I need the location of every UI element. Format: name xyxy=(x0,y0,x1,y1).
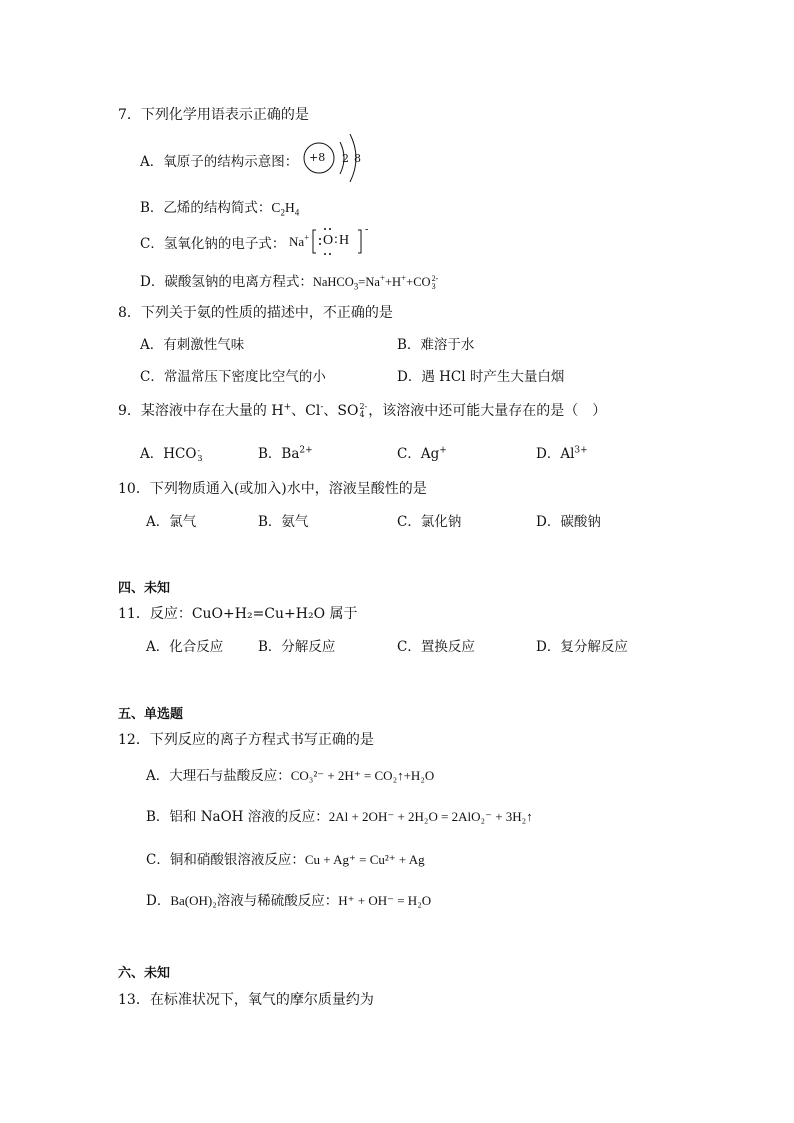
q7-option-c-label: C．氢氧化钠的电子式： xyxy=(140,236,286,252)
q7-option-a xyxy=(140,150,298,170)
q12-option-b xyxy=(146,805,533,825)
formula-h: H xyxy=(284,200,295,215)
h-charge: + xyxy=(283,402,292,413)
q11-stem: 11．反应：CuO+H₂=Cu+H₂O 属于 xyxy=(118,606,358,622)
section-4-heading: 四、未知 xyxy=(118,581,171,596)
ag-charge: + xyxy=(439,445,447,456)
hco3-charge: - xyxy=(197,445,201,455)
eq-part-4: +CO xyxy=(406,275,431,289)
q10-stem: 10．下列物质通入(或加入)水中，溶液呈酸性的是 xyxy=(118,481,427,497)
so4-charge: 2- xyxy=(359,402,368,411)
naoh-electron-formula xyxy=(289,224,369,258)
q12-option-d xyxy=(146,889,431,909)
q12-d-label: D． xyxy=(146,893,171,909)
q8-stem: 8．下列关于氨的性质的描述中，不正确的是 xyxy=(118,305,393,321)
q9-a-label: A．HCO xyxy=(140,446,197,462)
shell-1-electrons: 2 xyxy=(342,152,349,165)
shell-2-electrons: 8 xyxy=(354,152,361,165)
q10-option-b: B．氨气 xyxy=(258,514,309,530)
q9-b-label: B．Ba xyxy=(258,446,300,462)
eq-sub-3: 3 xyxy=(353,281,359,292)
q9-c-label: C．Ag xyxy=(397,446,440,462)
q9-stem-part-1: 9．某溶液中存在大量的 H xyxy=(118,403,284,419)
ethylene-formula xyxy=(271,200,300,218)
eq-part-2: =Na xyxy=(358,275,380,289)
q12-option-a xyxy=(146,764,434,784)
q12-d-label-2: 溶液与稀硫酸反应： xyxy=(216,893,339,909)
q12-option-c xyxy=(146,848,425,868)
na-symbol: Na xyxy=(289,234,305,249)
hco3-sub: 3 xyxy=(197,453,203,463)
q11-option-d: D．复分解反应 xyxy=(536,639,628,655)
anion-charge: - xyxy=(365,224,369,235)
q10-option-a: A．氯气 xyxy=(146,514,197,530)
eq-charge-2: + xyxy=(401,272,407,283)
na-charge: + xyxy=(304,232,310,243)
q8-option-a: A．有刺激性气味 xyxy=(140,337,245,353)
q8-option-d: D．遇 HCl 时产生大量白烟 xyxy=(397,369,565,385)
na-cation xyxy=(289,234,309,250)
oxygen-atom-diagram xyxy=(302,132,372,186)
al-charge: 3+ xyxy=(574,445,588,456)
q7-option-b xyxy=(140,196,299,216)
q12-d-equation: H⁺ + OH⁻ = H₂O xyxy=(338,893,432,908)
q8-option-c: C．常温常压下密度比空气的小 xyxy=(140,369,326,385)
q8-option-b: B．难溶于水 xyxy=(397,337,475,353)
formula-sub-2: 2 xyxy=(280,207,285,218)
so4-sub: 4 xyxy=(359,410,365,419)
q12-b-equation: 2Al + 2OH⁻ + 2H₂O = 2AlO₂⁻ + 3H₂↑ xyxy=(328,809,533,824)
q12-a-equation: CO₃²⁻ + 2H⁺ = CO₂↑+H₂O xyxy=(290,768,435,783)
q11-option-c: C．置换反应 xyxy=(397,639,475,655)
q10-option-d: D．碳酸钠 xyxy=(536,514,601,530)
q12-stem: 12．下列反应的离子方程式书写正确的是 xyxy=(118,732,374,748)
q7-option-b-label: B．乙烯的结构简式： xyxy=(140,200,272,216)
co3-sub: 3 xyxy=(431,282,436,292)
formula-sub-4: 4 xyxy=(294,207,300,218)
q9-option-c xyxy=(397,442,447,462)
so4-charge-stack xyxy=(359,403,367,419)
q7-option-d-label: D．碳酸氢钠的电离方程式： xyxy=(140,274,313,290)
q10-option-c: C．氯化钠 xyxy=(397,514,462,530)
q9-stem-part-3: 、SO xyxy=(323,403,359,419)
q12-a-label: A．大理石与盐酸反应： xyxy=(146,768,291,784)
section-5-heading: 五、单选题 xyxy=(118,707,184,722)
hco3-charge-stack xyxy=(197,447,202,463)
q12-b-label: B．铝和 NaOH 溶液的反应： xyxy=(146,809,329,825)
q7-option-c xyxy=(140,232,285,252)
ba-charge: 2+ xyxy=(299,445,313,456)
q7-stem: 7．下列化学用语表示正确的是 xyxy=(118,107,309,123)
q13-stem: 13．在标准状况下，氧气的摩尔质量约为 xyxy=(118,992,374,1008)
q9-d-label: D．Al xyxy=(536,446,575,462)
q7-option-d xyxy=(140,270,439,291)
q12-d-formula: Ba(OH)₂ xyxy=(170,893,217,908)
co3-charge: 2- xyxy=(431,274,439,284)
formula-c: C xyxy=(271,200,281,215)
hydrogen-symbol: H xyxy=(339,233,350,248)
q11-option-a: A．化合反应 xyxy=(146,639,224,655)
eq-part-1: NaHCO xyxy=(312,275,354,289)
cl-charge: - xyxy=(320,402,324,413)
section-6-heading: 六、未知 xyxy=(118,966,171,981)
q9-option-b xyxy=(258,442,313,462)
q11-option-b: B．分解反应 xyxy=(258,639,336,655)
q9-stem-part-2: 、Cl xyxy=(291,403,321,419)
q9-option-d xyxy=(536,442,588,462)
q9-stem xyxy=(118,400,606,420)
nucleus-charge: +8 xyxy=(309,151,326,164)
q12-c-equation: Cu + Ag⁺ = Cu²⁺ + Ag xyxy=(304,852,425,867)
q9-stem-part-4: ，该溶液中还可能大量存在的是（ ） xyxy=(368,403,607,419)
eq-part-3: +H xyxy=(385,275,402,289)
oxygen-symbol: O xyxy=(323,233,334,248)
shared-pair: : xyxy=(334,232,338,247)
q9-option-a xyxy=(140,442,204,463)
q12-c-label: C．铜和硝酸银溶液反应： xyxy=(146,852,305,868)
co3-charge-stack xyxy=(432,275,439,291)
eq-charge-1: + xyxy=(379,272,385,283)
nahco3-ionization-equation xyxy=(312,272,439,292)
q7-option-a-label: A．氧原子的结构示意图： xyxy=(140,154,299,170)
